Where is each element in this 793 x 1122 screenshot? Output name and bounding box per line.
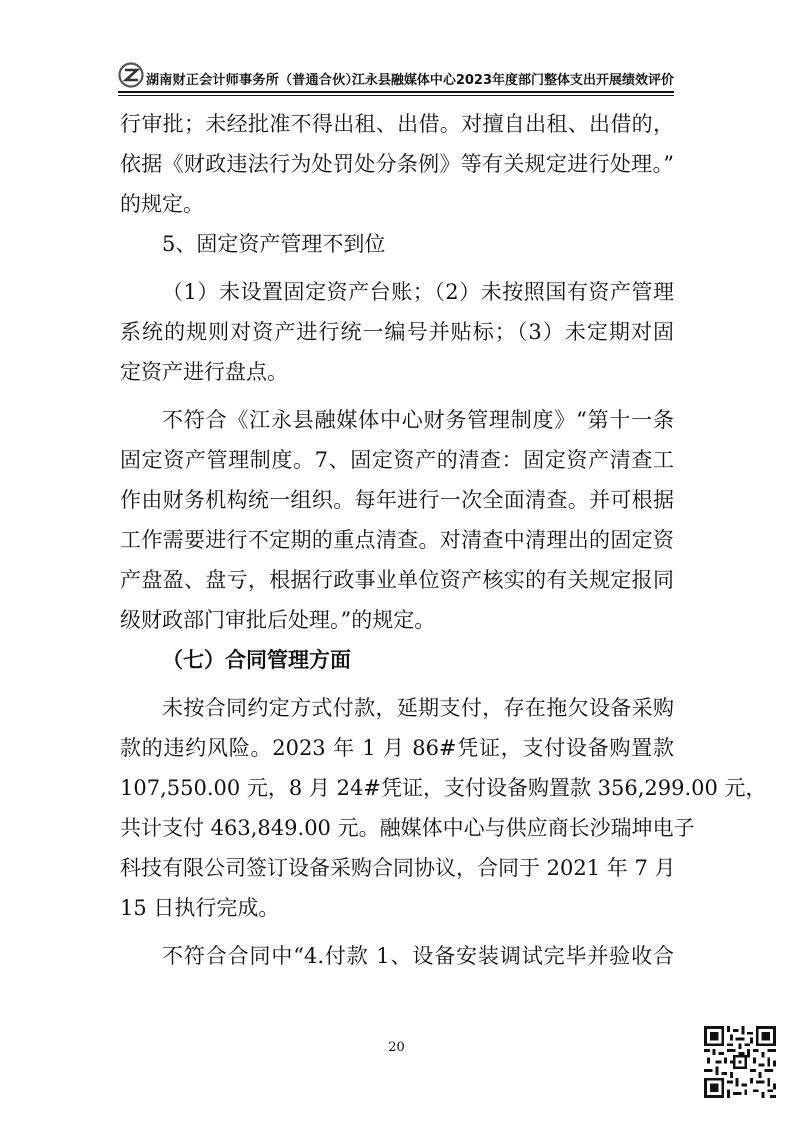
text-line: 行审批；未经批准不得出租、出借。对擅自出租、出借的， (120, 112, 674, 136)
text-line: 科技有限公司签订设备采购合同协议，合同于 2021 年 7 月 (120, 856, 676, 880)
header-rule-thick (118, 91, 674, 93)
text-line: 依据《财政违法行为处罚处分条例》等有关规定进行处理。” (120, 152, 674, 176)
text-line: 不符合《江永县融媒体中心财务管理制度》“第十一条 (162, 408, 674, 432)
text-line: 定资产进行盘点。 (120, 360, 288, 384)
text-line: 未按合同约定方式付款，延期支付，存在拖欠设备采购 (162, 696, 674, 720)
text-line: 级财政部门审批后处理。”的规定。 (120, 608, 436, 632)
text-line: 不符合合同中“4.付款 1、设备安装调试完毕并验收合 (162, 944, 674, 968)
qr-code-icon (704, 1026, 776, 1098)
page-number: 20 (388, 1040, 405, 1055)
zz-logo-icon (118, 62, 144, 88)
header-rule-thin (118, 95, 674, 96)
text-line: 产盘盈、盘亏，根据行政事业单位资产核实的有关规定报同 (120, 568, 674, 592)
text-line: 15 日执行完成。 (120, 896, 280, 920)
text-line: 的规定。 (120, 192, 204, 216)
text-line: 共计支付 463,849.00 元。融媒体中心与供应商长沙瑞坤电子 (120, 816, 695, 840)
text-line: 固定资产管理制度。7、固定资产的清查：固定资产清查工 (120, 448, 674, 472)
text-line: 107,550.00 元，8 月 24#凭证，支付设备购置款 356,299.00 元， (120, 776, 767, 800)
section-heading: 5、固定资产管理不到位 (162, 232, 386, 256)
text-line: 工作需要进行不定期的重点清查。对清查中清理出的固定资 (120, 528, 674, 552)
text-line: 系统的规则对资产进行统一编号并贴标；（3）未定期对固 (120, 320, 674, 344)
text-line: 作由财务机构统一组织。每年进行一次全面清查。并可根据 (120, 488, 674, 512)
section-heading: （七）合同管理方面 (162, 647, 351, 672)
body-text (120, 104, 767, 976)
firm-name: 湖南财正会计师事务所（普通合伙） (146, 73, 359, 88)
text-line: 款的违约风险。2023 年 1 月 86#凭证，支付设备购置款 (120, 736, 674, 760)
page-header (118, 60, 674, 90)
text-line: （1）未设置固定资产台账；（2）未按照国有资产管理 (162, 280, 674, 304)
document-title: 江永县融媒体中心2023年度部门整体支出开展绩效评价 (351, 73, 674, 88)
